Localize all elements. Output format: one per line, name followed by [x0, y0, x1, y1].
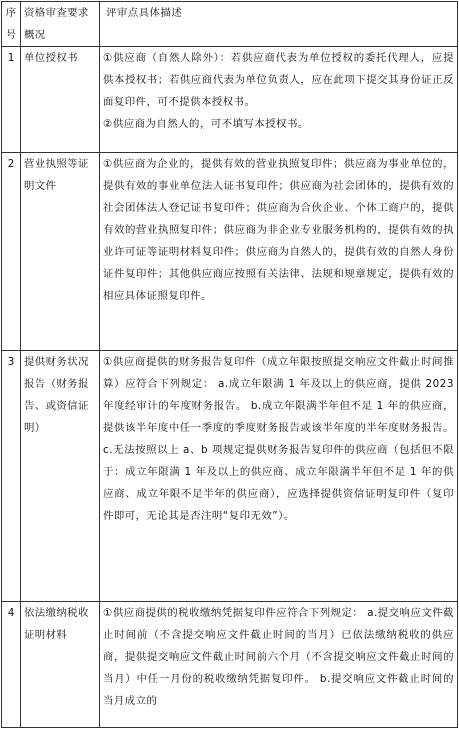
row-no: 3	[2, 351, 21, 602]
desc-paragraph: ①供应商为企业的，提供有效的营业执照复印件；供应商为事业单位的，提供有效的事业单位法人证书复印件；供应商为社会团体的，提供有效的社会团体法人登记证书复印件；供应商为合伙企业、个体工商户的，提供有效的营业执照复印件；供应商为非企业专业服务机构的，提供有效的执业许可证等证明材料复印件；供应商为自然人的，提供有效的自然人身份证件复印件；其他供应商应按照有关法律、法规和规章规定，提供有效的相应具体证照复印件。	[103, 158, 454, 302]
header-no: 序号	[2, 2, 21, 47]
row-item: 单位授权书	[21, 47, 100, 153]
header-item: 资格审查要求概况	[21, 2, 100, 47]
table-header-row	[2, 2, 458, 47]
row-desc	[100, 153, 458, 351]
header-desc: 评审点具体描述	[100, 2, 458, 47]
row-no: 1	[2, 47, 21, 153]
desc-paragraph: ①供应商提供的税收缴纳凭据复印件应符合下列规定： a.提交响应文件截止时间前（不含提交响应文件截止时间的当月）已依法缴纳税收的供应商，提供提交响应文件截止时间前六个月（不含提交响应文件截止时间的当月）中任一月份的税收缴纳凭据复印件。 b.提交响应文件截止时间的当月成立的	[103, 607, 455, 707]
row-no: 4	[2, 602, 21, 728]
row-desc	[100, 47, 458, 153]
row-no: 2	[2, 153, 21, 351]
table-row	[2, 47, 458, 153]
row-desc	[100, 602, 458, 728]
desc-paragraph: ②供应商为自然人的，可不填写本授权书。	[103, 118, 309, 130]
row-desc	[100, 351, 458, 602]
table-row	[2, 602, 458, 728]
desc-paragraph: ①供应商提供的财务报告复印件（成立年限按照提交响应文件截止时间推算）应符合下列规定： a.成立年限满 1 年及以上的供应商，提供 2023 年度经审计的年度财务报告。 b.成立年限满半年但不足 1 年的供应商，提供该半年度中任一季度的季度财务报告或该半年度的半年度财务报告。 c.无法按照以上 a、b 项规定提供财务报告复印件的供应商（包括但不限于：成立年限满 1 年及以上的供应商、成立年限满半年但不足 1 年的供应商、成立年限不足半年的供应商），应选择提供资信证明复印件（复印件即可，无论其是否注明“复印无效”）。	[103, 356, 454, 522]
table-row	[2, 351, 458, 602]
row-item: 依法缴纳税收证明材料	[21, 602, 100, 728]
row-item: 营业执照等证明文件	[21, 153, 100, 351]
row-item: 提供财务状况报告（财务报告、或资信证明）	[21, 351, 100, 602]
review-criteria-table	[1, 1, 458, 728]
table-row	[2, 153, 458, 351]
desc-paragraph: ①供应商（自然人除外）：若供应商代表为单位授权的委托代理人，应提供本授权书；若供应商代表为单位负责人，应在此项下提交其身份证正反面复印件，可不提供本授权书。	[103, 52, 454, 108]
